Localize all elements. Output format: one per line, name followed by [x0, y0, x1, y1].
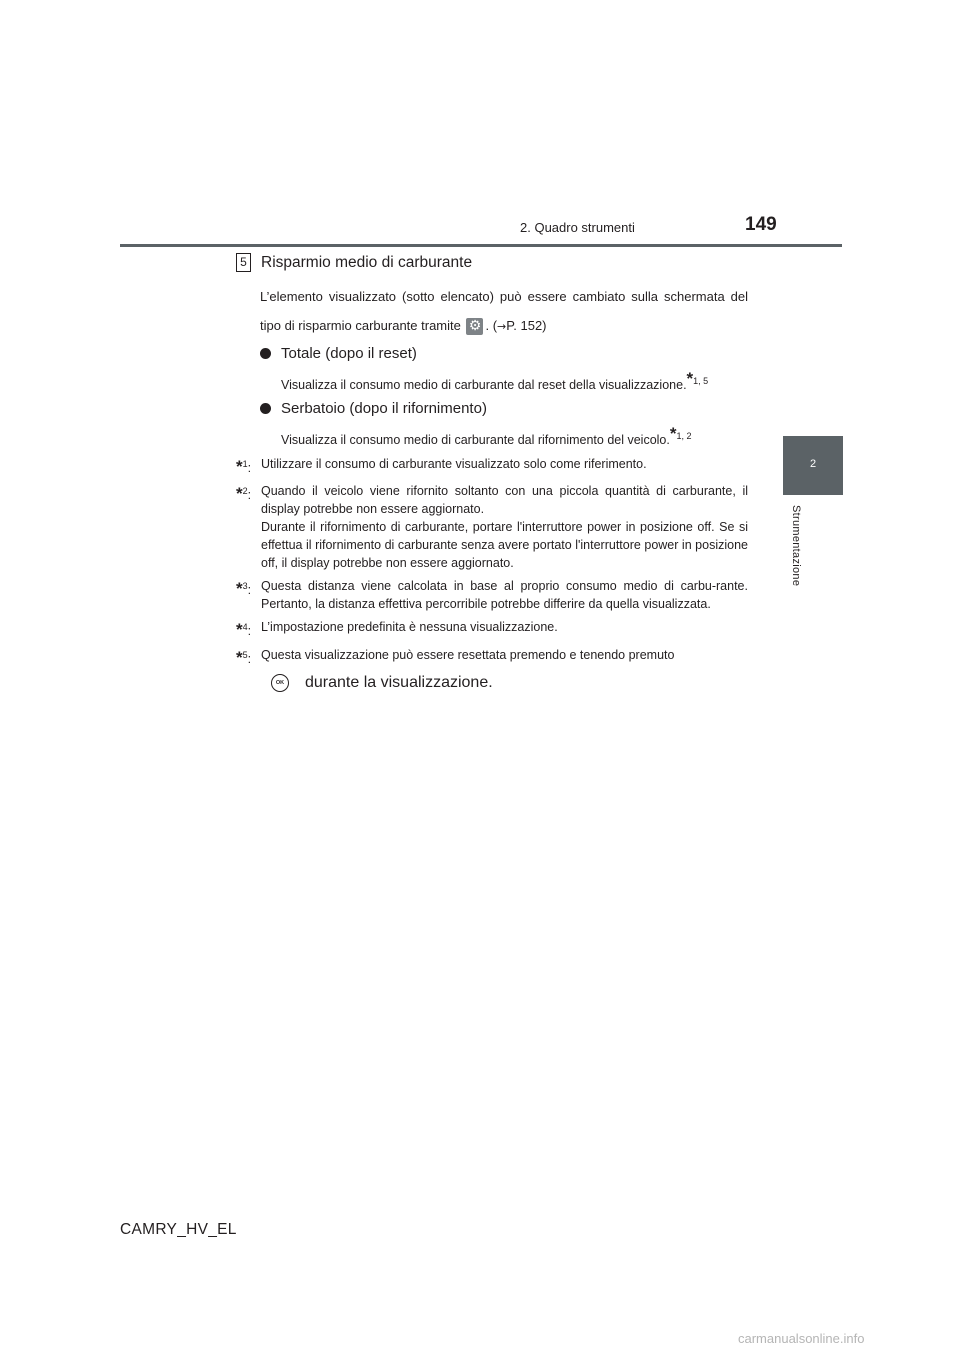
footnote-marker: *$^1$:	[236, 457, 252, 477]
footnote	[236, 482, 748, 572]
footnote-text: Quando il veicolo viene rifornito soltanto con una piccola quantità di carburante, il display potrebbe non essere aggiornato. Durante il rifornimento di carburante, portare l'interruttore power in posizione off. Se si effettua il rifornimento di carburante senza avere portato l'interruttore power in posizione off, il display potrebbe non essere aggiornato.	[261, 484, 748, 571]
page-reference-arrow: →	[497, 320, 507, 333]
footnote-number: 1	[242, 459, 248, 470]
chapter-tab-label: Strumentazione	[790, 505, 802, 587]
chapter-tab	[783, 436, 843, 495]
option-title-text: Serbatoio (dopo il rifornimento)	[281, 400, 487, 418]
footnote-number: 4	[242, 622, 248, 633]
option-serbatoio	[260, 400, 748, 449]
footnote	[236, 455, 748, 477]
watermark: carmanualsonline.info	[738, 1331, 865, 1346]
asterisk-icon: *	[236, 484, 243, 504]
footnote-reference-numbers: 1, 2	[676, 431, 692, 442]
main-content	[236, 253, 748, 692]
page-reference: P. 152)	[506, 318, 547, 333]
footnote	[236, 646, 748, 668]
asterisk-icon: *	[236, 647, 243, 667]
footnote-marker: *$^4$:	[236, 620, 252, 640]
footnote-reference	[686, 369, 709, 388]
option-description-text: Visualizza il consumo medio di carburante dal reset della visualizzazione.	[281, 378, 687, 393]
footnote-reference-numbers: 1, 5	[693, 376, 709, 386]
asterisk-icon: *	[236, 579, 243, 599]
section-intro	[260, 282, 748, 341]
intro-text: L’elemento visualizzato (sotto elencato) può essere cambiato sulla schermata del tipo di risparmio carburante tramite	[260, 289, 748, 333]
footnote-marker: *$^5$:	[236, 647, 252, 667]
ok-instruction	[271, 674, 748, 692]
footnote	[236, 577, 748, 613]
asterisk-icon: *	[669, 424, 677, 444]
footnote-number: 2	[242, 486, 248, 497]
option-title	[260, 345, 748, 362]
section-heading	[236, 253, 748, 272]
footnote-text: Questa distanza viene calcolata in base al proprio consumo medio di carbu-rante. Pertanto, la distanza effettiva percorribile potrebbe differire da quella visualizzata.	[261, 579, 748, 612]
ok-button-icon: OK	[271, 674, 289, 692]
ok-instruction-text: durante la visualizzazione.	[305, 673, 493, 691]
option-title	[260, 400, 748, 417]
settings-gear-icon	[466, 318, 483, 335]
page-number: 149	[745, 214, 777, 235]
chapter-tab-number: 2	[809, 458, 817, 470]
footnote-marker: *$^2$:	[236, 484, 252, 504]
option-totale	[260, 345, 748, 394]
footnote-number: 3	[242, 581, 248, 592]
footnote-text: Utilizzare il consumo di carburante visualizzato solo come riferimento.	[261, 457, 647, 472]
footnote-reference	[669, 424, 692, 444]
footnote-marker: *$^3$:	[236, 579, 252, 599]
asterisk-icon: *	[236, 620, 243, 640]
option-title-text: Totale (dopo il reset)	[281, 345, 417, 362]
option-description	[281, 370, 748, 394]
header-divider	[120, 244, 842, 247]
header-section-title: 2. Quadro strumenti	[520, 220, 635, 235]
section-number-box: 5	[236, 253, 251, 272]
footnote-text: Questa visualizzazione può essere resettata premendo e tenendo premuto	[261, 647, 675, 662]
asterisk-icon: *	[686, 369, 694, 388]
footnote	[236, 618, 748, 640]
bullet-icon	[260, 348, 271, 359]
option-description-text: Visualizza il consumo medio di carburante dal rifornimento del veicolo.	[281, 433, 670, 448]
footnote-number: 5	[242, 649, 248, 660]
option-description	[281, 425, 748, 449]
asterisk-icon: *	[236, 457, 243, 477]
intro-after-icon-a: . (	[485, 318, 498, 333]
footnote-text: L’impostazione predefinita è nessuna visualizzazione.	[261, 620, 558, 635]
footer-document-code: CAMRY_HV_EL	[120, 1221, 237, 1238]
section-title: Risparmio medio di carburante	[261, 253, 473, 271]
bullet-icon	[260, 403, 271, 414]
footnotes	[236, 455, 748, 691]
